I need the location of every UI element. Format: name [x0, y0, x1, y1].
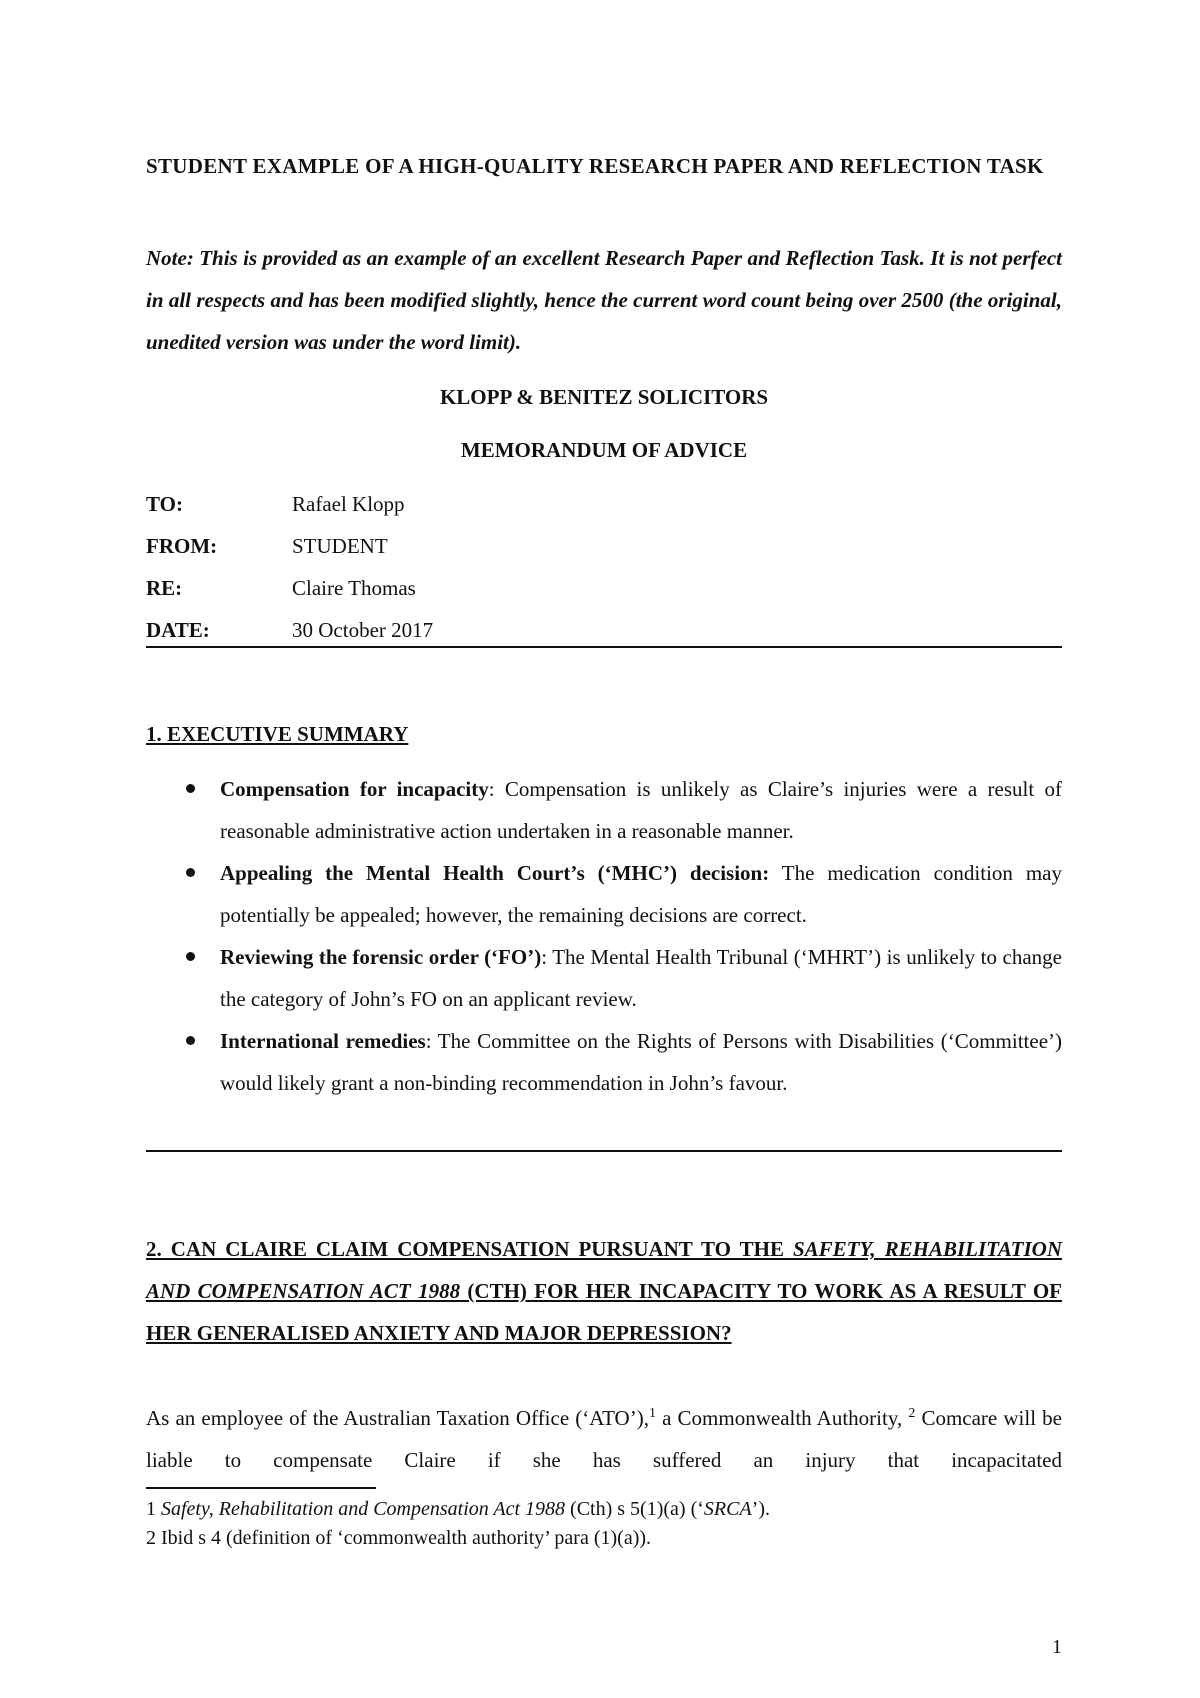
memo-to-label: TO: — [146, 492, 183, 516]
list-item — [146, 1020, 1062, 1104]
bullet-icon — [186, 868, 195, 877]
memo-date-value: 30 October 2017 — [292, 618, 434, 642]
bullet-text: : The Committee on the Rights of Persons with Disabilities (‘Committee’) would likely grant a non-binding recommendation in John’s favour. — [220, 1029, 1062, 1095]
memo-re-value: Claire Thomas — [292, 576, 416, 600]
list-item — [146, 936, 1062, 1020]
memo-to-row — [146, 492, 1062, 522]
footnote-ref-2[interactable]: 2 — [908, 1406, 916, 1421]
memo-date-label: DATE: — [146, 618, 210, 642]
page-number: 1 — [1052, 1636, 1062, 1658]
header-divider — [146, 646, 1062, 648]
memo-date-row — [146, 618, 1062, 648]
para-text: As an employee of the Australian Taxation Office (‘ATO’), — [146, 1406, 649, 1430]
memo-from-row — [146, 534, 1062, 564]
note-paragraph: Note: This is provided as an example of an excellent Research Paper and Reflection Task. It is not perfect in all respects and has been modified slightly, hence the current word count being over 2500 (the original, unedited version was under the word limit). — [146, 246, 1062, 354]
memo-re-row — [146, 576, 1062, 606]
document-title: STUDENT EXAMPLE OF A HIGH-QUALITY RESEARCH PAPER AND REFLECTION TASK — [146, 154, 1044, 178]
memo-re-label: RE: — [146, 576, 183, 600]
footnote-text: (Cth) s 5(1)(a) (‘ — [565, 1498, 704, 1520]
bullet-text: The medication condition may potentially be appealed; however, the remaining decisions are correct. — [220, 861, 1062, 927]
footnote-2: 2 Ibid s 4 (definition of ‘commonwealth authority’ para (1)(a)). — [146, 1527, 652, 1549]
bullet-bold-label: Reviewing the forensic order (‘FO’) — [220, 945, 542, 969]
footnote-number: 1 — [146, 1498, 156, 1520]
section2-heading-act: SAFETY, REHABILITATION AND COMPENSATION ACT 1988 — [146, 1237, 1062, 1303]
footnote-divider — [146, 1487, 376, 1489]
section-divider — [146, 1150, 1062, 1152]
memo-from-value: STUDENT — [292, 534, 388, 558]
list-item — [146, 852, 1062, 936]
section2-heading-pre: 2. CAN CLAIRE CLAIM COMPENSATION PURSUANT TO THE — [146, 1237, 793, 1261]
footnote-ref-1[interactable]: 1 — [648, 1406, 656, 1421]
memo-from-label: FROM: — [146, 534, 218, 558]
footnote-1 — [146, 1498, 770, 1521]
footnote-text: ’). — [751, 1498, 770, 1520]
bullet-bold-label: Compensation for incapacity — [220, 777, 489, 801]
bullet-text: : The Mental Health Tribunal (‘MHRT’) is unlikely to change the category of John’s FO on an applicant review. — [220, 945, 1062, 1011]
section2-heading — [146, 1228, 1062, 1354]
memo-to-value: Rafael Klopp — [292, 492, 405, 516]
bullet-bold-label: Appealing the Mental Health Court’s (‘MHC’) decision: — [220, 861, 770, 885]
bullet-text: : Compensation is unlikely as Claire’s injuries were a result of reasonable administrative action undertaken in a reasonable manner. — [220, 777, 1062, 843]
bullet-bold-label: International remedies — [220, 1029, 426, 1053]
footnote-abbrev: SRCA — [703, 1498, 752, 1520]
bullet-icon — [186, 952, 195, 961]
bullet-icon — [186, 1036, 195, 1045]
bullet-icon — [186, 784, 195, 793]
para-text: Comcare will be liable to compensate Claire if she has suffered an injury that incapacitated — [146, 1406, 1062, 1472]
section1-heading: 1. EXECUTIVE SUMMARY — [146, 722, 409, 746]
firm-name: KLOPP & BENITEZ SOLICITORS — [439, 385, 769, 409]
memo-heading: MEMORANDUM OF ADVICE — [460, 438, 748, 462]
list-item — [146, 768, 1062, 852]
executive-summary-list — [146, 768, 1062, 1104]
footnote-act-title: Safety, Rehabilitation and Compensation Act 1988 — [161, 1498, 566, 1520]
section2-paragraph — [146, 1397, 1062, 1481]
para-text: a Commonwealth Authority, — [655, 1406, 909, 1430]
section2-heading-post: (CTH) FOR HER INCAPACITY TO WORK AS A RESULT OF HER GENERALISED ANXIETY AND MAJOR DEPRESSION? — [146, 1279, 1062, 1345]
